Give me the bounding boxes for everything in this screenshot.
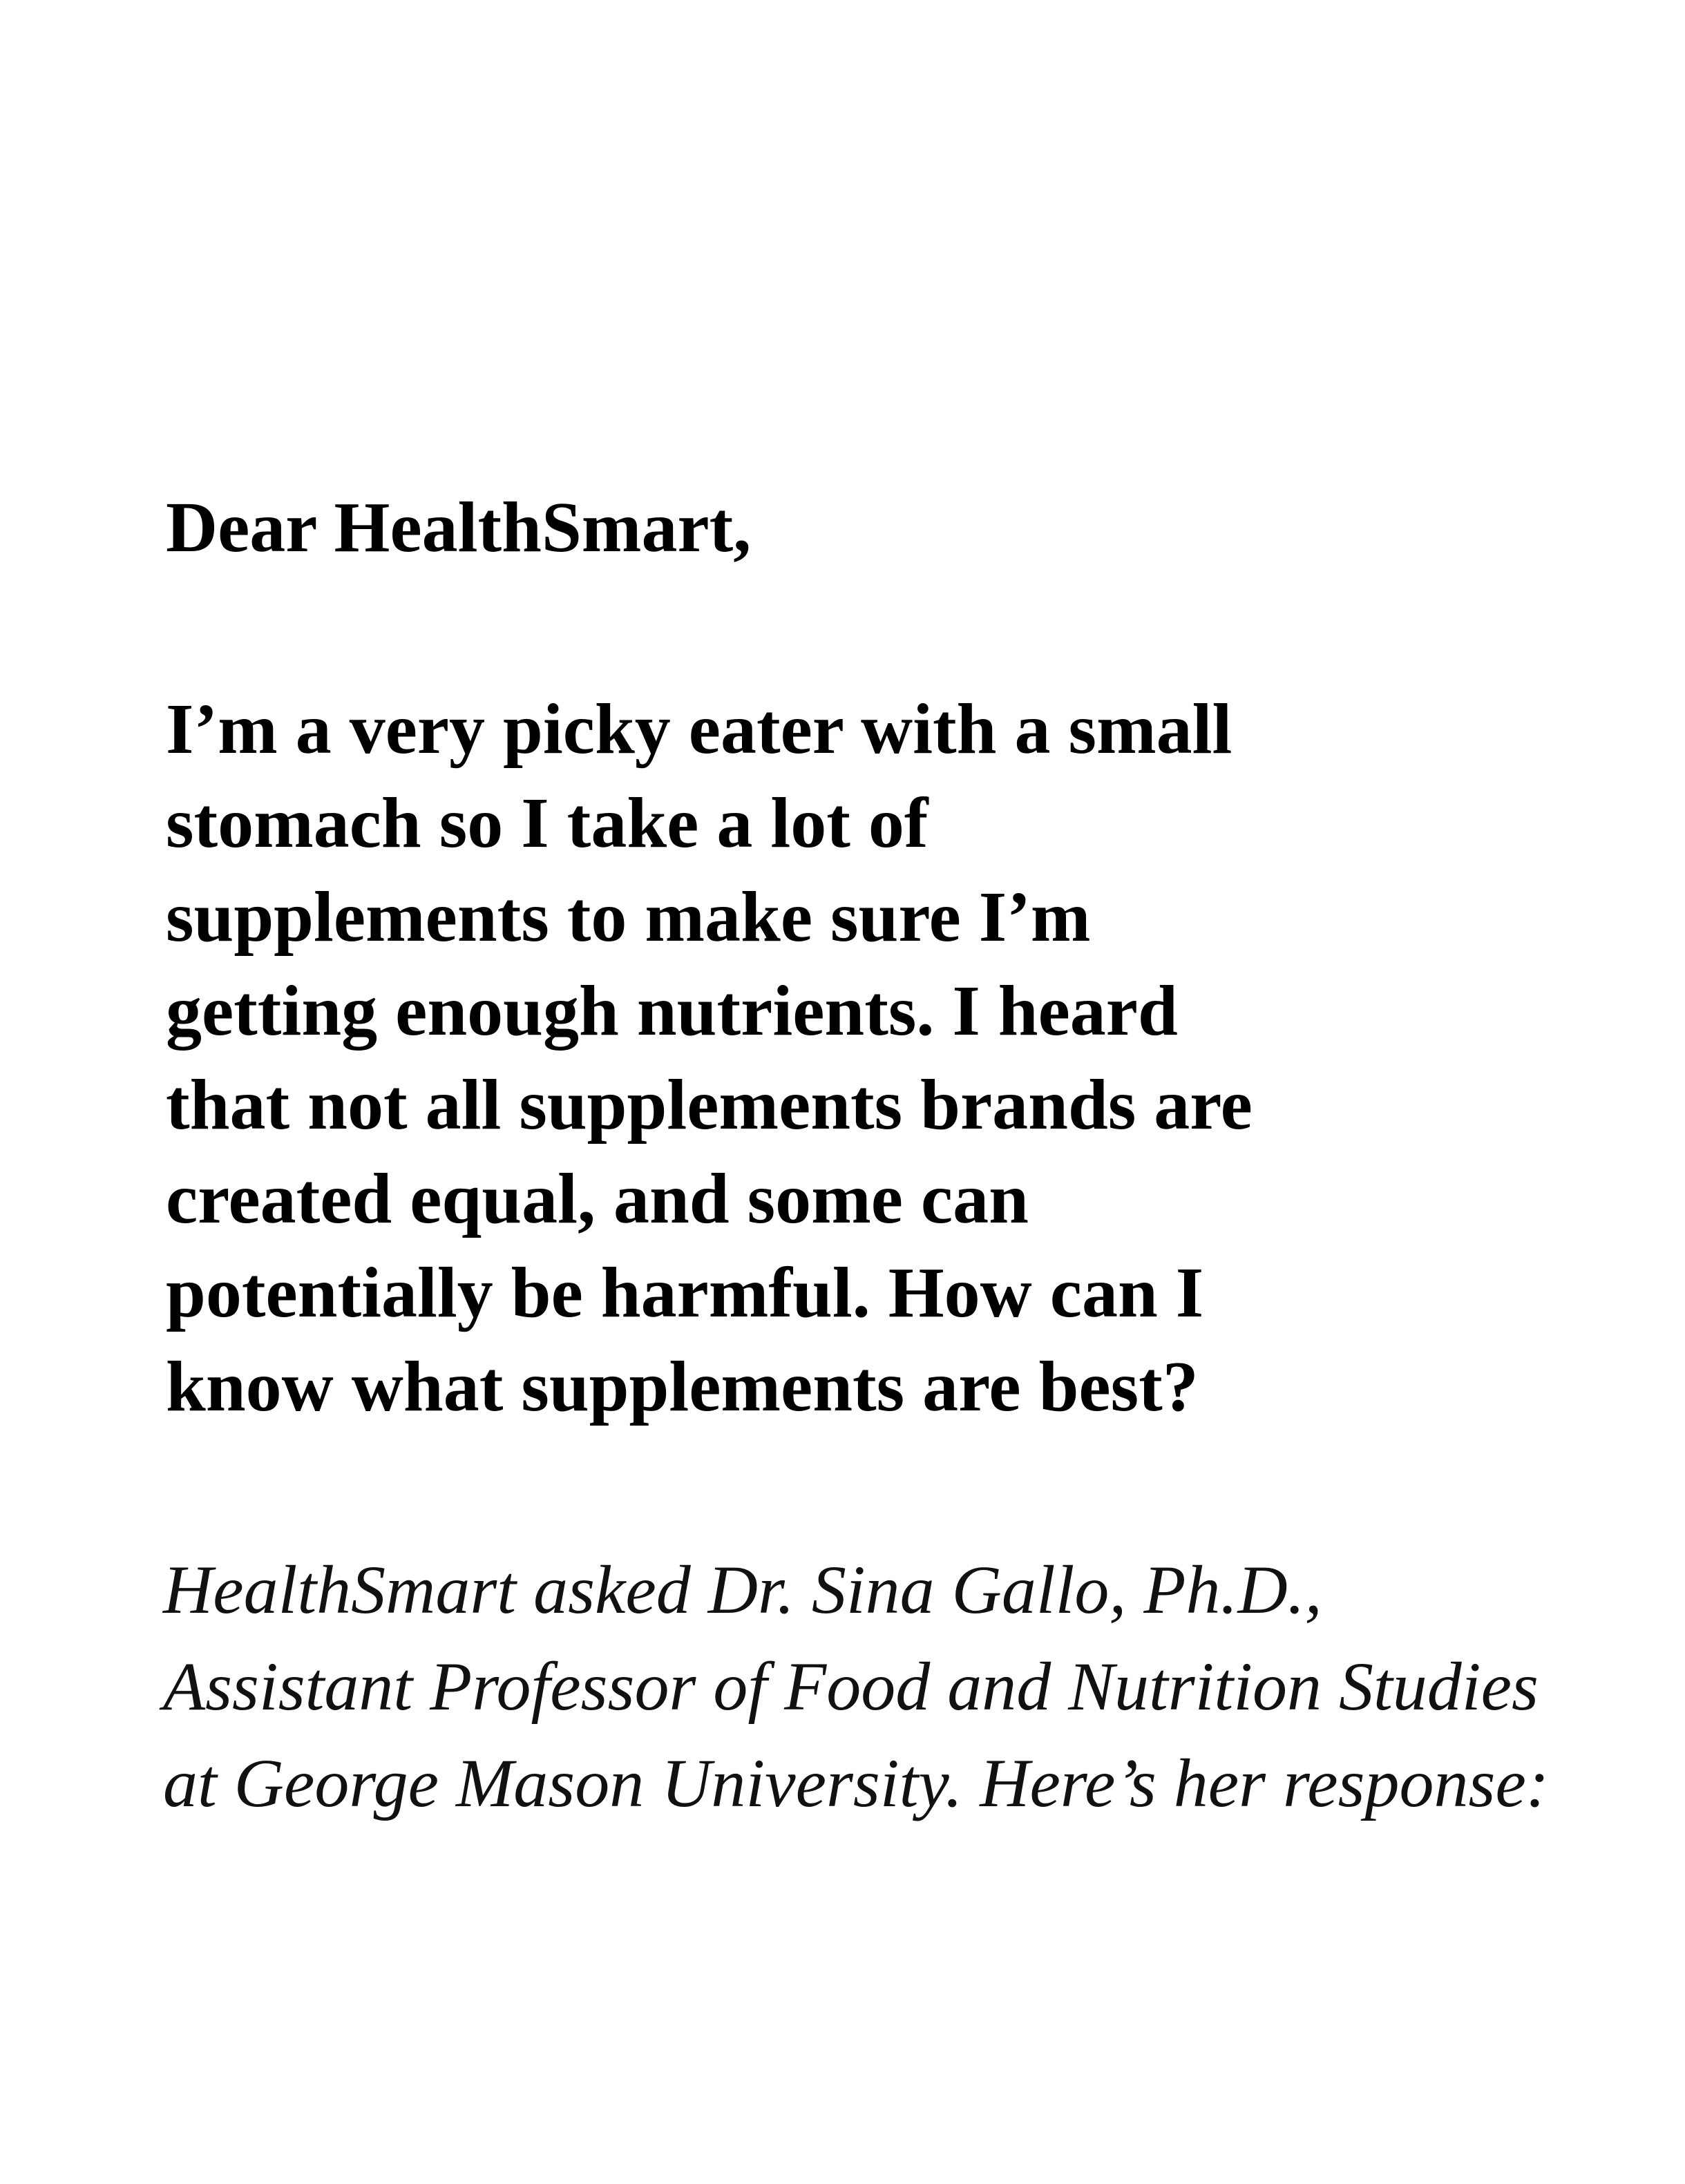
letter-greeting: Dear HealthSmart, [166,488,752,567]
intro-line: Assistant Professor of Food and Nutrition Studies [163,1648,1539,1725]
response-intro [163,1542,1600,1832]
question-line: stomach so I take a lot of [166,783,929,863]
question-line: getting enough nutrients. I heard [166,971,1178,1051]
question-line: know what supplements are best? [166,1347,1199,1426]
intro-line: at George Mason University. Here’s her response: [163,1745,1550,1821]
question-line: created equal, and some can [166,1159,1029,1238]
question-line: I’m a very picky eater with a small [166,689,1232,769]
question-line: supplements to make sure I’m [166,877,1091,957]
reader-question [166,682,1548,1434]
question-line: potentially be harmful. How can I [166,1253,1204,1332]
question-line: that not all supplements brands are [166,1065,1253,1144]
intro-line: HealthSmart asked Dr. Sina Gallo, Ph.D., [163,1551,1322,1628]
